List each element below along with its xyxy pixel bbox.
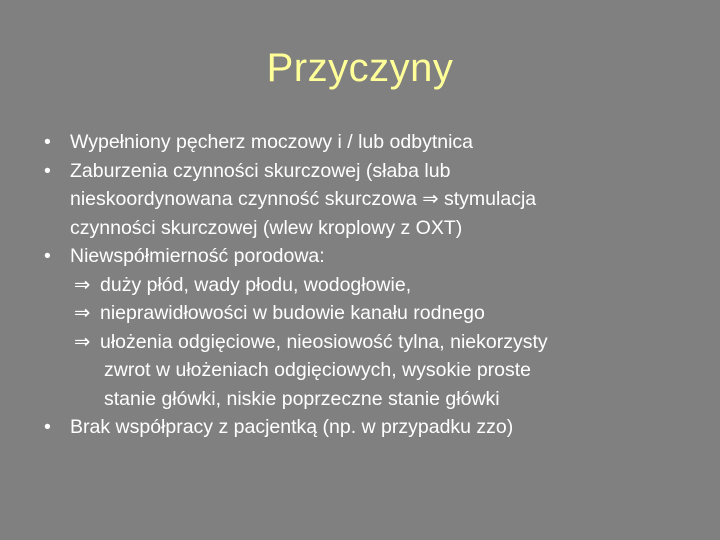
bullet-text: Wypełniony pęcherz moczowy i / lub odbytnica — [70, 131, 474, 153]
bullet-icon: • — [44, 131, 51, 153]
sub-item-large-fetus — [44, 271, 684, 300]
implies-arrow-icon: ⇒ — [74, 273, 91, 296]
sub-item-text: duży płód, wady płodu, wodogłowie, — [100, 273, 412, 296]
bullet-text: Niewspółmierność porodowa: — [70, 245, 325, 267]
implies-arrow-icon: ⇒ — [74, 302, 91, 324]
sub-item-text: nieprawidłowości w budowie kanału rodnego — [100, 302, 485, 324]
bullet-text-line: nieskoordynowana czynność skurczowa ⇒ stymulacja — [70, 188, 537, 210]
sub-item-deflexion — [44, 328, 684, 357]
bullet-text-line: Zaburzenia czynności skurczowej (słaba lub — [70, 159, 451, 182]
bullet-item-disproportion — [44, 242, 684, 271]
implies-arrow-icon: ⇒ — [74, 330, 91, 353]
bullet-icon: • — [44, 159, 51, 182]
sub-item-birth-canal — [44, 299, 684, 328]
slide-title: Przyczyny — [266, 46, 454, 90]
sub-item-continuation: stanie główki, niskie poprzeczne stanie główki — [104, 387, 500, 410]
sub-item-continuation: zwrot w ułożeniach odgięciowych, wysokie proste — [104, 359, 532, 381]
bullet-text: Brak współpracy z pacjentką (np. w przypadku zzo) — [70, 416, 514, 438]
bullet-list — [44, 128, 684, 442]
bullet-icon: • — [44, 245, 51, 267]
bullet-text-line: czynności skurczowej (wlew kroplowy z OXT) — [70, 216, 463, 239]
bullet-item-contraction-disorders — [44, 157, 684, 243]
sub-item-text: ułożenia odgięciowe, nieosiowość tylna, niekorzysty — [100, 330, 548, 353]
bullet-item-no-cooperation — [44, 413, 684, 442]
bullet-item-filled-bladder — [44, 128, 684, 157]
bullet-icon: • — [44, 416, 51, 438]
